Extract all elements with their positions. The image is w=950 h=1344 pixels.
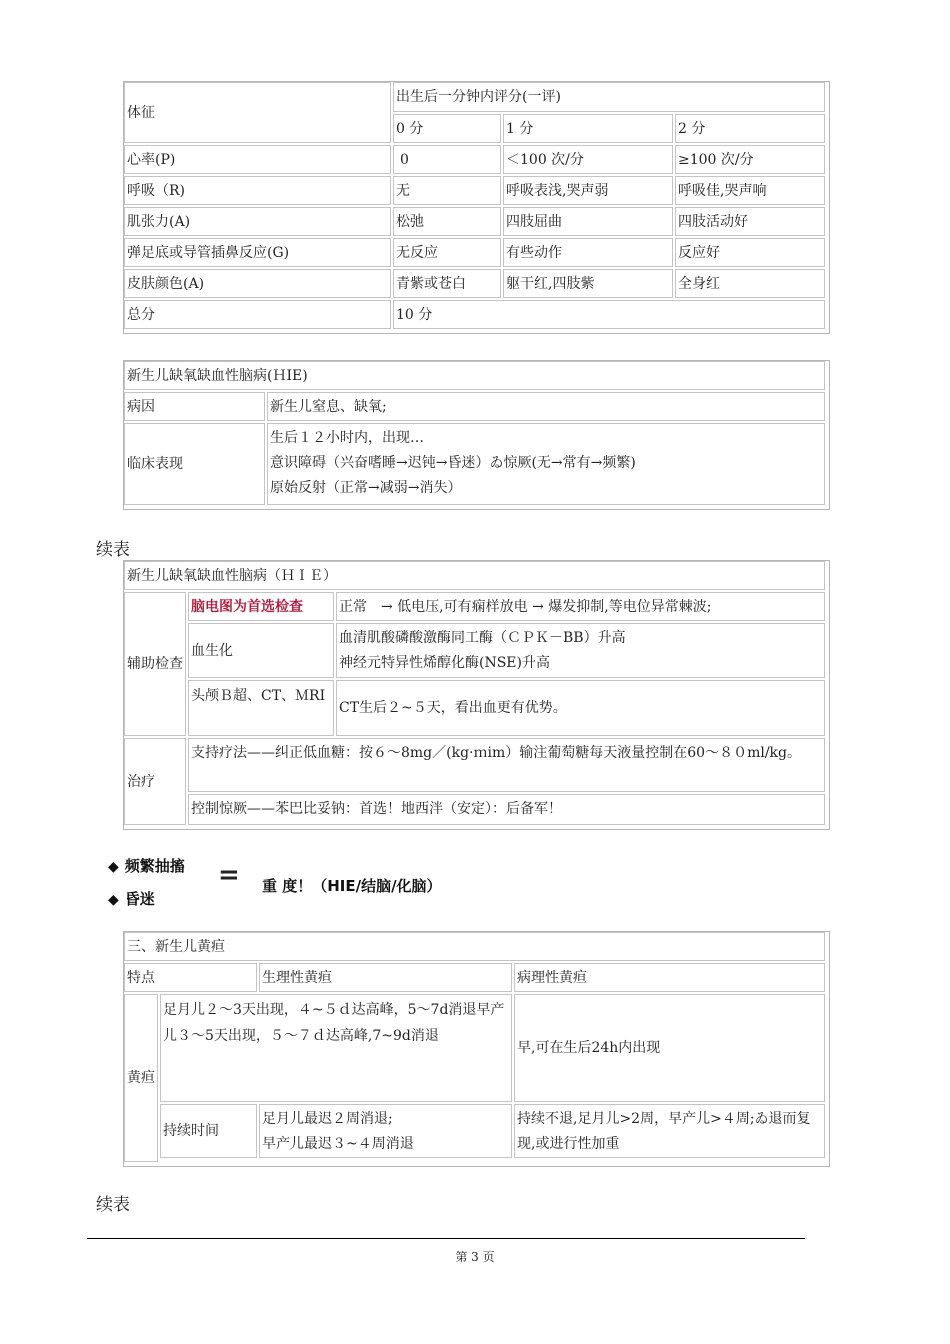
diamond-bullet-icon: ◆ bbox=[108, 892, 119, 908]
severity-bullet-text: 频繁抽搐 bbox=[124, 857, 185, 875]
jaundice-title: 三、新生儿黄疸 bbox=[124, 932, 825, 961]
jaundice-table bbox=[123, 931, 830, 1167]
apgar-score-1-header: 1 分 bbox=[503, 114, 673, 143]
diamond-bullet-icon: ◆ bbox=[108, 859, 119, 875]
apgar-row-resp-s2: 呼吸佳,哭声响 bbox=[675, 176, 825, 205]
apgar-score-0-header: 0 分 bbox=[393, 114, 501, 143]
jaundice-col-physiological: 生理性黄疸 bbox=[259, 963, 512, 992]
hie2-biochem-value bbox=[336, 623, 825, 678]
apgar-total-value: 10 分 bbox=[393, 300, 825, 329]
hie-table-1 bbox=[123, 360, 830, 510]
apgar-row-tone-s2: 四肢活动好 bbox=[675, 207, 825, 236]
apgar-row-tone-s1: 四肢屈曲 bbox=[503, 207, 673, 236]
jaundice-col-pathological: 病理性黄疸 bbox=[514, 963, 825, 992]
severity-bullet-text: 昏迷 bbox=[124, 890, 155, 908]
hie2-treatment-label: 治疗 bbox=[124, 738, 186, 825]
apgar-table bbox=[123, 81, 830, 334]
apgar-row-reflex-s1: 有些动作 bbox=[503, 238, 673, 267]
apgar-score-2-header: 2 分 bbox=[675, 114, 825, 143]
hie1-clinical-label: 临床表现 bbox=[124, 423, 265, 505]
apgar-row-tone-sign: 肌张力(A) bbox=[124, 207, 391, 236]
hie1-title: 新生儿缺氧缺血性脑病(ＨIE) bbox=[124, 361, 825, 390]
apgar-row-resp-s0: 无 bbox=[393, 176, 501, 205]
apgar-row-heart-s1: ＜100 次/分 bbox=[503, 145, 673, 174]
apgar-header-sign: 体征 bbox=[124, 82, 391, 143]
jaundice-duration-pathological: 持续不退,足月儿>2周，早产儿>４周;ゐ退而复现,或进行性加重 bbox=[514, 1104, 825, 1158]
hie2-imaging-label: 头颅Ｂ超、CT、ＭRI bbox=[188, 680, 334, 736]
hie2-eeg-value: 正常 → 低电压,可有痫样放电 → 爆发抑制,等电位异常棘波; bbox=[336, 592, 825, 621]
apgar-row-reflex-s2: 反应好 bbox=[675, 238, 825, 267]
apgar-row-heart-sign: 心率(P) bbox=[124, 145, 391, 174]
apgar-row-reflex-s0: 无反应 bbox=[393, 238, 501, 267]
jaundice-duration-line: 足月儿最迟２周消退; bbox=[262, 1111, 393, 1127]
jaundice-duration-label: 持续时间 bbox=[160, 1104, 257, 1158]
hie-table-2 bbox=[123, 560, 830, 830]
equals-sign: = bbox=[218, 860, 240, 890]
hie2-treatment-seizure: 控制惊厥——苯巴比妥钠：首选！地西泮（安定）：后备军！ bbox=[188, 794, 825, 825]
hie1-cause-label: 病因 bbox=[124, 392, 265, 421]
severity-bullet bbox=[108, 855, 185, 876]
apgar-row-tone-s0: 松弛 bbox=[393, 207, 501, 236]
apgar-row-resp-sign: 呼吸（R) bbox=[124, 176, 391, 205]
jaundice-onset-pathological: 早,可在生后24h内出现 bbox=[514, 994, 825, 1102]
jaundice-row-label: 黄疸 bbox=[124, 994, 158, 1162]
hie1-clinical-value bbox=[267, 423, 825, 505]
severity-bullet bbox=[108, 888, 155, 909]
severity-conclusion: 重 度！（HIE/结脑/化脑） bbox=[262, 877, 442, 895]
apgar-total-label: 总分 bbox=[124, 300, 391, 329]
hie2-biochem-label: 血生化 bbox=[188, 623, 334, 678]
apgar-row-color-s1: 躯干红,四肢紫 bbox=[503, 269, 673, 298]
hie1-clinical-line: 生后１２小时内，出现… bbox=[270, 430, 424, 446]
jaundice-onset-physiological: 足月儿２～3天出现，４~５ｄ达高峰，5～7d消退早产儿３～5天出现，５～７ｄ达高峰,7~9d消退 bbox=[160, 994, 512, 1102]
apgar-row-heart-s0: 0 bbox=[393, 145, 501, 174]
hie2-eeg-label: 脑电图为首选检查 bbox=[188, 592, 334, 621]
jaundice-col-feature: 特点 bbox=[124, 963, 257, 992]
apgar-row-color-s2: 全身红 bbox=[675, 269, 825, 298]
apgar-row-reflex-sign: 弹足底或导管插鼻反应(G) bbox=[124, 238, 391, 267]
hie2-imaging-value: CT生后２~５天，看出血更有优势。 bbox=[336, 680, 825, 736]
apgar-row-resp-s1: 呼吸表浅,哭声弱 bbox=[503, 176, 673, 205]
apgar-header-scoring: 出生后一分钟内评分(一评) bbox=[393, 82, 825, 112]
apgar-row-color-s0: 青紫或苍白 bbox=[393, 269, 501, 298]
jaundice-duration-line: 早产儿最迟３~４周消退 bbox=[262, 1136, 414, 1152]
hie2-aux-label: 辅助检查 bbox=[124, 592, 186, 736]
hie2-biochem-line: 神经元特异性烯醇化酶(NSE)升高 bbox=[339, 655, 550, 671]
apgar-row-color-sign: 皮肤颜色(A) bbox=[124, 269, 391, 298]
footer-divider bbox=[87, 1238, 805, 1239]
hie2-biochem-line: 血清肌酸磷酸激酶同工酶（ＣＰＫ－BB）升高 bbox=[339, 630, 626, 646]
jaundice-duration-physiological bbox=[259, 1104, 512, 1158]
hie1-clinical-line: 原始反射（正常→减弱→消失） bbox=[270, 480, 462, 496]
hie1-cause-value: 新生儿窒息、缺氧; bbox=[267, 392, 825, 421]
continued-label: 续表 bbox=[96, 540, 130, 560]
apgar-row-heart-s2: ≥100 次/分 bbox=[675, 145, 825, 174]
continued-label: 续表 bbox=[96, 1195, 130, 1215]
hie1-clinical-line: 意识障碍（兴奋嗜睡→迟钝→昏迷）ゐ惊厥(无→常有→频繁) bbox=[270, 455, 636, 471]
hie2-treatment-support: 支持疗法——纠正低血糖：按６～8mg／(kg·ｍim）输注葡萄糖每天液量控制在60～８０ml/kg。 bbox=[188, 738, 825, 792]
hie2-title: 新生儿缺氧缺血性脑病（ＨＩＥ） bbox=[124, 561, 825, 590]
page-number: 第 3 页 bbox=[455, 1250, 495, 1264]
